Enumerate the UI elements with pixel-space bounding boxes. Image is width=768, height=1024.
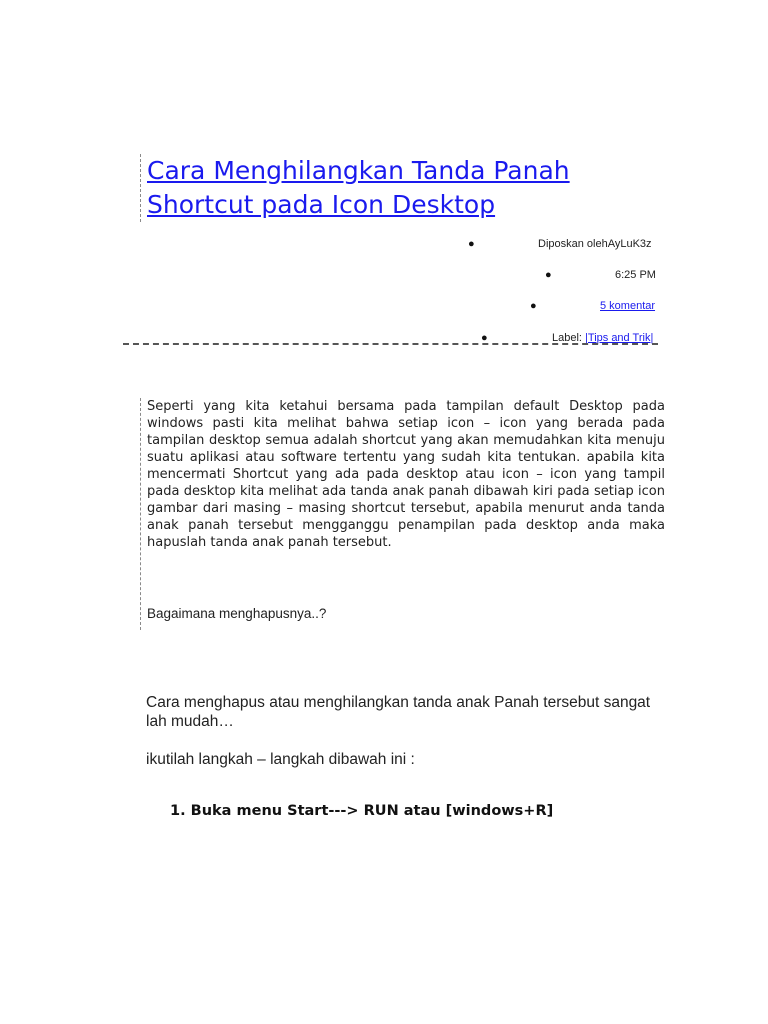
post-title-link-line2[interactable]: Shortcut pada Icon Desktop	[147, 190, 496, 219]
step-1: 1. Buka menu Start---> RUN atau [windows+R]	[170, 803, 554, 819]
bullet-icon: ●	[530, 300, 537, 312]
question-paragraph: Bagaimana menghapusnya..?	[147, 606, 327, 621]
bullet-icon: ●	[468, 238, 475, 250]
divider	[123, 343, 658, 345]
post-title-link-line1[interactable]: Cara Menghilangkan Tanda Panah	[147, 156, 570, 185]
comments-link[interactable]: 5 komentar	[600, 300, 656, 312]
label-prefix: Label:	[552, 332, 586, 344]
bullet-icon: ●	[481, 332, 488, 344]
post-title	[140, 154, 667, 222]
posted-by: Diposkan olehAyLuK3z	[538, 238, 652, 250]
post-time: 6:25 PM	[615, 269, 656, 281]
instruction-paragraph: ikutilah langkah – langkah dibawah ini :	[146, 751, 415, 768]
explanation-paragraph: Cara menghapus atau menghilangkan tanda anak Panah tersebut sangat lah mudah…	[146, 694, 651, 730]
post-body-block	[140, 398, 665, 630]
intro-paragraph: Seperti yang kita ketahui bersama pada tampilan default Desktop pada windows pasti kita melihat bahwa setiap icon – icon yang berada pada tampilan desktop semua adalah shortcut yang akan memudahkan kita menuju suatu aplikasi atau software tertentu yang sudah kita tentukan. apabila kita mencermati Shortcut yang ada pada desktop atau icon – icon yang tampil pada desktop kita melihat ada tanda anak panah dibawah kiri pada setiap icon gambar dari masing – masing shortcut tersebut, apabila menurut anda tanda anak panah tersebut mengganggu penampilan pada desktop anda maka hapuslah tanda anak panah tersebut.	[147, 399, 665, 550]
bullet-icon: ●	[545, 269, 552, 281]
label-link[interactable]: |Tips and Trik|	[585, 332, 654, 344]
